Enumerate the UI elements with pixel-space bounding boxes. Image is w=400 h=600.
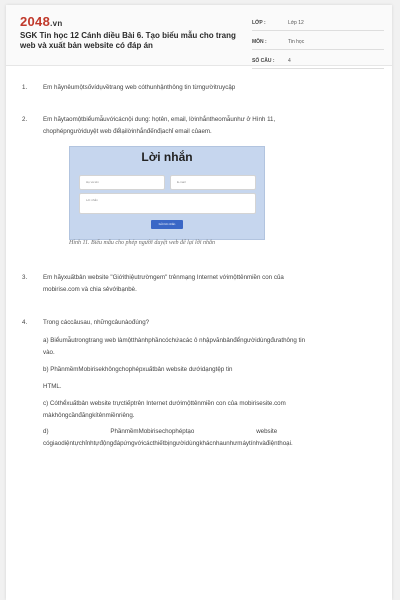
question-text: chophépngườiduyệt web đểlạilờinhắnđếnđịachỉ email củaem. xyxy=(43,128,212,135)
field-placeholder: Họ và tên xyxy=(86,180,99,184)
meta-row-subject xyxy=(252,35,384,50)
form-title: Lời nhắn xyxy=(141,150,193,164)
question-number: 1. xyxy=(22,84,28,91)
meta-value: Tin học xyxy=(288,39,305,45)
meta-key: MÔN : xyxy=(252,39,267,45)
question-number: 2. xyxy=(22,116,28,123)
question-number: 3. xyxy=(22,274,28,281)
field-placeholder: Lời nhắn xyxy=(86,198,98,202)
meta-row-question-count xyxy=(252,54,384,69)
meta-value: 4 xyxy=(288,58,291,64)
meta-key: SỐ CÂU : xyxy=(252,58,275,64)
field-placeholder: E-mail xyxy=(177,180,186,184)
document-header xyxy=(6,5,392,66)
answer-text: b) PhầnmềmMobirisekhôngchophépxuấtbản website dướidạngtệp tin xyxy=(43,366,233,373)
answer-text: a) Biểumẫutrongtrang web làmộtthànhphầncóchứacác ô nhậpvănbảnđểngườidùngđưathông tin xyxy=(43,337,306,344)
logo-suffix: .vn xyxy=(50,19,63,28)
answer-text: cógiaodiệntựchỉnhtựđộngđápứngvớicácthiếtbịngườidùngkhácnhaunhưmáytínhvàđiệnthoại. xyxy=(43,440,293,447)
meta-key: LỚP : xyxy=(252,20,266,26)
document-title: SGK Tin học 12 Cánh diều Bài 6. Tạo biểu mẫu cho trang web và xuất bản website có đáp án xyxy=(20,31,236,50)
form-figure xyxy=(69,146,265,240)
answer-text: c) Cóthểxuấtbản website trựctiếptrên Internet dướimộttênmiền con của mobirisesite.com xyxy=(43,400,286,407)
document-meta xyxy=(252,16,384,73)
send-message-button: Gửi lời nhắn xyxy=(151,220,183,229)
figure-caption: Hình 11. Biểu mẫu cho phép người duyệt web để lại lời nhắn xyxy=(69,240,216,246)
site-logo[interactable] xyxy=(20,14,63,29)
question-text: mobirise.com và chia sẻvớibạnbè. xyxy=(43,286,137,293)
question-text: Trong cáccâusau, nhữngcâunàođúng? xyxy=(43,319,150,326)
logo-main: 2048 xyxy=(20,14,51,29)
question-text: Em hãyxuấtbản website "Giớithiệutrườngem" trênmạng Internet vớimộttênmiền con của xyxy=(43,274,284,281)
meta-row-class xyxy=(252,16,384,31)
answer-text: d) PhầnmềmMobirisechophéptạo website xyxy=(43,428,278,435)
answer-text: màkhôngcầnđăngkítênmiềnriêng. xyxy=(43,412,135,419)
question-text: Em hãynêumộtsốvídụvềtrang web cóthunhậnthông tin từngườitruycập xyxy=(43,84,236,91)
name-field xyxy=(79,175,165,190)
document-page xyxy=(6,5,392,600)
email-field xyxy=(170,175,256,190)
answer-text: vào. xyxy=(43,349,55,356)
question-text: Em hãytaomộtbiểumẫuvớicácnội dung: họtên, email, lờinhắntheomẫunhư ở Hình 11, xyxy=(43,116,276,123)
question-number: 4. xyxy=(22,319,28,326)
meta-value: Lớp 12 xyxy=(288,20,304,26)
answer-text: HTML. xyxy=(43,383,62,390)
message-field xyxy=(79,193,256,214)
